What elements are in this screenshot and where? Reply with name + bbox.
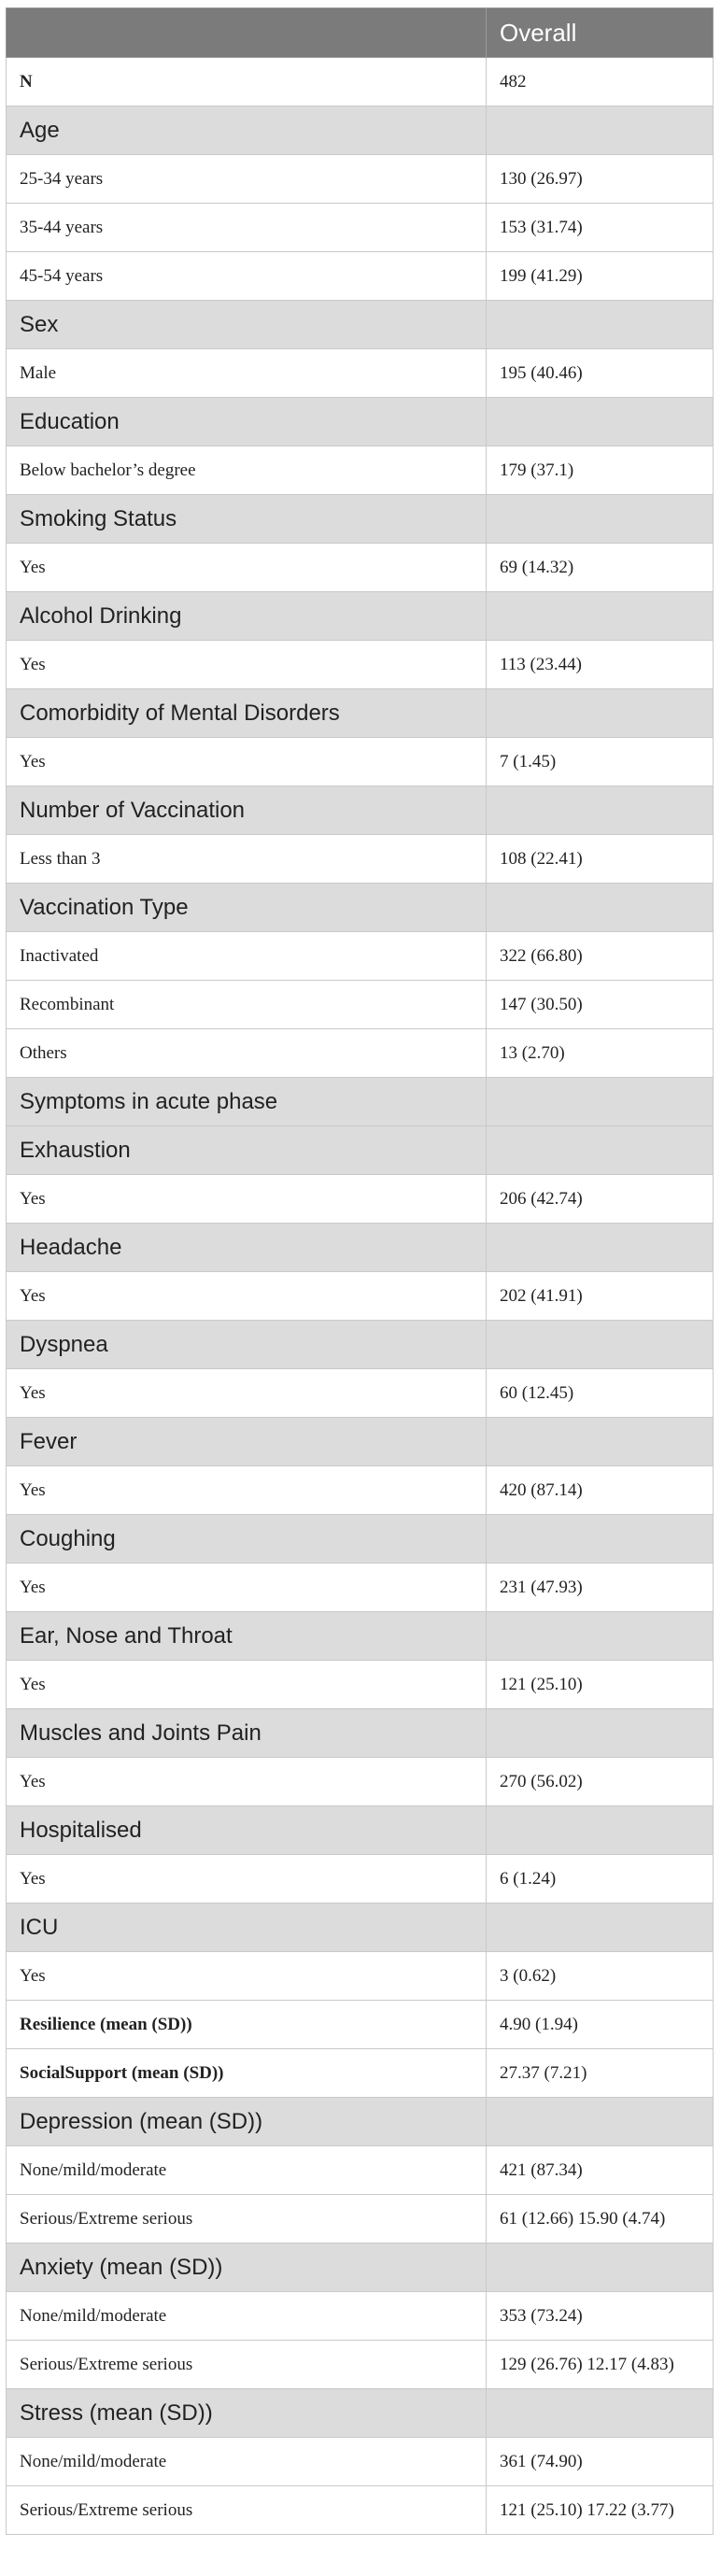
row-label: Yes [7, 544, 487, 592]
section-header-row [7, 2389, 714, 2438]
section-header-row [7, 1126, 714, 1175]
row-label: Below bachelor’s degree [7, 446, 487, 495]
table-row [7, 446, 714, 495]
row-value: 195 (40.46) [487, 349, 714, 398]
section-value-empty [487, 1612, 714, 1661]
row-label: Yes [7, 1661, 487, 1709]
row-value: 3 (0.62) [487, 1952, 714, 2001]
section-label: Comorbidity of Mental Disorders [7, 689, 487, 738]
table-row [7, 738, 714, 786]
section-value-empty [487, 1321, 714, 1369]
row-value: 322 (66.80) [487, 932, 714, 981]
section-label: Number of Vaccination [7, 786, 487, 835]
section-header-row [7, 689, 714, 738]
table-row [7, 932, 714, 981]
row-label: Resilience (mean (SD)) [7, 2001, 487, 2049]
table-row [7, 1272, 714, 1321]
row-label: Recombinant [7, 981, 487, 1029]
section-label: Age [7, 106, 487, 155]
section-value-empty [487, 2389, 714, 2438]
section-value-empty [487, 2243, 714, 2292]
table-row [7, 641, 714, 689]
row-value: 60 (12.45) [487, 1369, 714, 1418]
row-label: Yes [7, 1758, 487, 1806]
row-label: Serious/Extreme serious [7, 2486, 487, 2535]
row-label: Less than 3 [7, 835, 487, 884]
section-label: Depression (mean (SD)) [7, 2098, 487, 2146]
section-value-empty [487, 1078, 714, 1126]
section-value-empty [487, 786, 714, 835]
section-label: Dyspnea [7, 1321, 487, 1369]
row-value: 147 (30.50) [487, 981, 714, 1029]
row-label: Yes [7, 1564, 487, 1612]
row-value: 202 (41.91) [487, 1272, 714, 1321]
row-label: Yes [7, 641, 487, 689]
row-label: Male [7, 349, 487, 398]
table-row [7, 1661, 714, 1709]
row-label: N [7, 58, 487, 106]
section-label: Fever [7, 1418, 487, 1466]
table-row [7, 1029, 714, 1078]
row-label: None/mild/moderate [7, 2146, 487, 2195]
section-value-empty [487, 884, 714, 932]
section-header-row [7, 1418, 714, 1466]
row-value: 153 (31.74) [487, 204, 714, 252]
section-value-empty [487, 1515, 714, 1564]
section-value-empty [487, 495, 714, 544]
table-row [7, 2341, 714, 2389]
row-label: None/mild/moderate [7, 2438, 487, 2486]
row-label: None/mild/moderate [7, 2292, 487, 2341]
table-row [7, 2146, 714, 2195]
section-value-empty [487, 398, 714, 446]
section-header-row [7, 1515, 714, 1564]
row-value: 61 (12.66) 15.90 (4.74) [487, 2195, 714, 2243]
section-header-row [7, 592, 714, 641]
row-value: 130 (26.97) [487, 155, 714, 204]
row-value: 121 (25.10) 17.22 (3.77) [487, 2486, 714, 2535]
table-row [7, 58, 714, 106]
table-row [7, 2486, 714, 2535]
section-value-empty [487, 1224, 714, 1272]
table-row [7, 204, 714, 252]
section-header-row [7, 1078, 714, 1126]
section-header-row [7, 2098, 714, 2146]
section-label: Exhaustion [7, 1126, 487, 1175]
section-label: Vaccination Type [7, 884, 487, 932]
row-value: 129 (26.76) 12.17 (4.83) [487, 2341, 714, 2389]
row-value: 231 (47.93) [487, 1564, 714, 1612]
table-row [7, 835, 714, 884]
row-label: 25-34 years [7, 155, 487, 204]
row-label: SocialSupport (mean (SD)) [7, 2049, 487, 2098]
section-header-row [7, 786, 714, 835]
section-label: Muscles and Joints Pain [7, 1709, 487, 1758]
row-label: Yes [7, 1466, 487, 1515]
table-row [7, 1175, 714, 1224]
row-value: 421 (87.34) [487, 2146, 714, 2195]
section-label: Hospitalised [7, 1806, 487, 1855]
row-value: 121 (25.10) [487, 1661, 714, 1709]
section-value-empty [487, 2098, 714, 2146]
section-value-empty [487, 1709, 714, 1758]
section-header-row [7, 1224, 714, 1272]
row-value: 270 (56.02) [487, 1758, 714, 1806]
section-label: Alcohol Drinking [7, 592, 487, 641]
row-label: Others [7, 1029, 487, 1078]
table-row [7, 155, 714, 204]
section-label: Smoking Status [7, 495, 487, 544]
section-label: ICU [7, 1904, 487, 1952]
row-value: 179 (37.1) [487, 446, 714, 495]
section-value-empty [487, 106, 714, 155]
row-value: 113 (23.44) [487, 641, 714, 689]
table-row [7, 1758, 714, 1806]
row-value: 353 (73.24) [487, 2292, 714, 2341]
row-value: 206 (42.74) [487, 1175, 714, 1224]
section-label: Ear, Nose and Throat [7, 1612, 487, 1661]
row-label: 35-44 years [7, 204, 487, 252]
table-row [7, 1466, 714, 1515]
section-header-row [7, 398, 714, 446]
section-label: Stress (mean (SD)) [7, 2389, 487, 2438]
row-value: 420 (87.14) [487, 1466, 714, 1515]
section-value-empty [487, 1418, 714, 1466]
table-header [7, 8, 714, 58]
row-label: Serious/Extreme serious [7, 2195, 487, 2243]
row-label: Yes [7, 1952, 487, 2001]
table-row [7, 1855, 714, 1904]
row-value: 108 (22.41) [487, 835, 714, 884]
table-row [7, 2001, 714, 2049]
table-row [7, 1564, 714, 1612]
table-row [7, 252, 714, 301]
row-label: Yes [7, 1369, 487, 1418]
table-row [7, 2438, 714, 2486]
row-label: Inactivated [7, 932, 487, 981]
section-header-row [7, 2243, 714, 2292]
section-label: Anxiety (mean (SD)) [7, 2243, 487, 2292]
row-value: 6 (1.24) [487, 1855, 714, 1904]
row-value: 27.37 (7.21) [487, 2049, 714, 2098]
row-value: 199 (41.29) [487, 252, 714, 301]
row-label: 45-54 years [7, 252, 487, 301]
section-header-row [7, 495, 714, 544]
row-value: 13 (2.70) [487, 1029, 714, 1078]
table-body [7, 58, 714, 2535]
table-row [7, 981, 714, 1029]
section-header-row [7, 106, 714, 155]
characteristics-table [6, 7, 714, 2535]
row-label: Serious/Extreme serious [7, 2341, 487, 2389]
section-label: Sex [7, 301, 487, 349]
section-header-row [7, 1709, 714, 1758]
header-overall: Overall [487, 8, 714, 58]
section-value-empty [487, 1806, 714, 1855]
row-label: Yes [7, 1175, 487, 1224]
section-value-empty [487, 301, 714, 349]
section-label: Education [7, 398, 487, 446]
section-value-empty [487, 1904, 714, 1952]
section-header-row [7, 1904, 714, 1952]
row-value: 69 (14.32) [487, 544, 714, 592]
table-row [7, 1952, 714, 2001]
table-row [7, 2292, 714, 2341]
section-label: Symptoms in acute phase [7, 1078, 487, 1126]
row-label: Yes [7, 1272, 487, 1321]
table-row [7, 2049, 714, 2098]
row-label: Yes [7, 738, 487, 786]
section-label: Coughing [7, 1515, 487, 1564]
section-value-empty [487, 689, 714, 738]
row-value: 4.90 (1.94) [487, 2001, 714, 2049]
table-row [7, 349, 714, 398]
section-header-row [7, 884, 714, 932]
section-header-row [7, 1321, 714, 1369]
header-characteristic [7, 8, 487, 58]
section-header-row [7, 301, 714, 349]
table-row [7, 2195, 714, 2243]
row-value: 482 [487, 58, 714, 106]
section-value-empty [487, 1126, 714, 1175]
table-row [7, 1369, 714, 1418]
section-value-empty [487, 592, 714, 641]
row-value: 361 (74.90) [487, 2438, 714, 2486]
table-row [7, 544, 714, 592]
section-header-row [7, 1806, 714, 1855]
row-label: Yes [7, 1855, 487, 1904]
section-header-row [7, 1612, 714, 1661]
header-row [7, 8, 714, 58]
row-value: 7 (1.45) [487, 738, 714, 786]
section-label: Headache [7, 1224, 487, 1272]
